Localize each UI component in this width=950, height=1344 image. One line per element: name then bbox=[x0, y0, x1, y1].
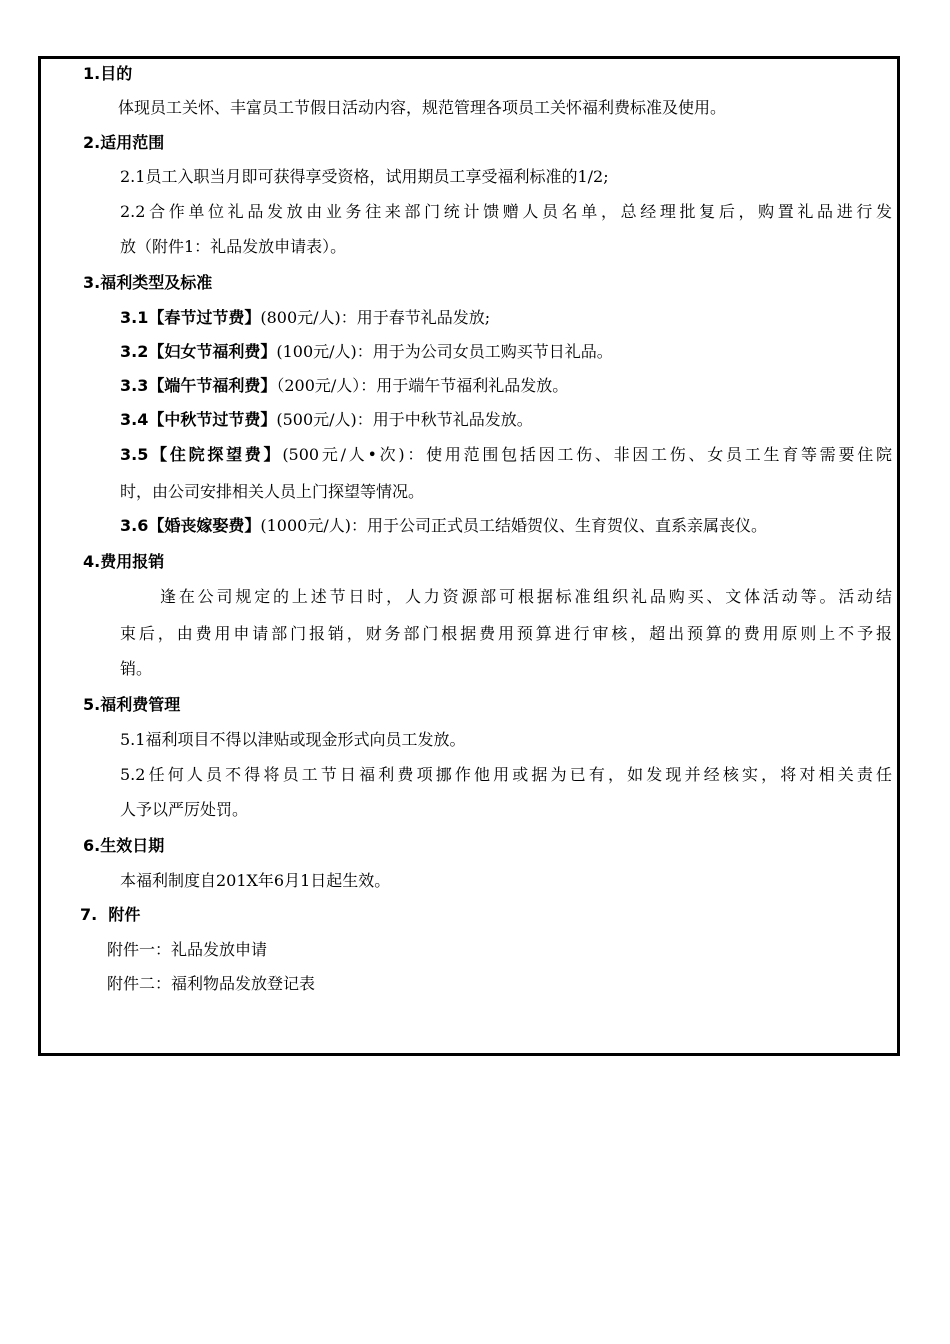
benefit-desc: （200元/人）：用于端午节福利礼品发放。 bbox=[276, 376, 569, 395]
benefit-item bbox=[120, 445, 892, 465]
benefit-desc: (1000元/人)：用于公司正式员工结婚贺仪、生育贺仪、直系亲属丧仪。 bbox=[260, 516, 767, 535]
benefit-desc: (100元/人)：用于为公司女员工购买节日礼品。 bbox=[276, 342, 613, 361]
benefit-name: 【春节过节费】 bbox=[148, 308, 261, 327]
section-4-text-line-1: 逢在公司规定的上述节日时，人力资源部可根据标准组织礼品购买、文体活动等。活动结 bbox=[160, 587, 892, 606]
benefit-desc: (500元/人•次)：使用范围包括因工伤、非因工伤、女员工生育等需要住院 bbox=[282, 445, 892, 464]
section-3-heading: 3.福利类型及标准 bbox=[83, 273, 213, 292]
section-7-heading: 7. 附件 bbox=[80, 905, 141, 924]
benefit-item bbox=[120, 342, 613, 362]
section-6-heading: 6.生效日期 bbox=[83, 836, 165, 855]
section-5-item-1: 5.1福利项目不得以津贴或现金形式向员工发放。 bbox=[120, 730, 466, 749]
benefit-number: 3.4 bbox=[120, 410, 149, 429]
benefit-desc: (500元/人)：用于中秋节礼品发放。 bbox=[276, 410, 533, 429]
section-2-item-2-line-2: 放（附件1：礼品发放申请表）。 bbox=[120, 237, 347, 256]
benefit-number: 3.1 bbox=[120, 308, 149, 327]
section-5-heading: 5.福利费管理 bbox=[83, 695, 181, 714]
benefit-number: 3.5 bbox=[120, 445, 149, 464]
benefit-item bbox=[120, 376, 568, 396]
section-6-text: 本福利制度自201X年6月1日起生效。 bbox=[120, 871, 391, 890]
section-1-text: 体现员工关怀、丰富员工节假日活动内容，规范管理各项员工关怀福利费标准及使用。 bbox=[118, 98, 727, 117]
section-2-item-2-line-1: 2.2合作单位礼品发放由业务往来部门统计馈赠人员名单，总经理批复后，购置礼品进行发 bbox=[120, 202, 892, 221]
attachment-1: 附件一：礼品发放申请 bbox=[107, 940, 268, 959]
section-2-heading: 2.适用范围 bbox=[83, 133, 165, 152]
benefit-desc: (800元/人)：用于春节礼品发放; bbox=[260, 308, 491, 327]
benefit-name: 【中秋节过节费】 bbox=[148, 410, 277, 429]
benefit-desc-continued: 时，由公司安排相关人员上门探望等情况。 bbox=[120, 482, 425, 501]
benefit-item bbox=[120, 516, 767, 536]
attachment-2: 附件二：福利物品发放登记表 bbox=[107, 974, 316, 993]
section-4-text-line-2: 束后，由费用申请部门报销，财务部门根据费用预算进行审核，超出预算的费用原则上不予报 bbox=[120, 624, 892, 643]
section-4-heading: 4.费用报销 bbox=[83, 552, 165, 571]
benefit-number: 3.3 bbox=[120, 376, 149, 395]
section-4-text-line-3: 销。 bbox=[120, 659, 153, 678]
section-1-heading: 1.目的 bbox=[83, 64, 133, 83]
benefit-item bbox=[120, 410, 533, 430]
section-5-item-2-line-1: 5.2任何人员不得将员工节日福利费项挪作他用或据为已有，如发现并经核实，将对相关责任 bbox=[120, 765, 892, 784]
benefit-number: 3.6 bbox=[120, 516, 149, 535]
benefit-number: 3.2 bbox=[120, 342, 149, 361]
section-5-item-2-line-2: 人予以严厉处罚。 bbox=[120, 800, 249, 819]
section-2-item-1: 2.1员工入职当月即可获得享受资格，试用期员工享受福利标准的1/2; bbox=[120, 167, 609, 186]
benefit-name: 【妇女节福利费】 bbox=[148, 342, 277, 361]
benefit-name: 【住院探望费】 bbox=[148, 445, 283, 464]
benefit-name: 【端午节福利费】 bbox=[148, 376, 277, 395]
benefit-item bbox=[120, 308, 490, 328]
benefit-name: 【婚丧嫁娶费】 bbox=[148, 516, 261, 535]
